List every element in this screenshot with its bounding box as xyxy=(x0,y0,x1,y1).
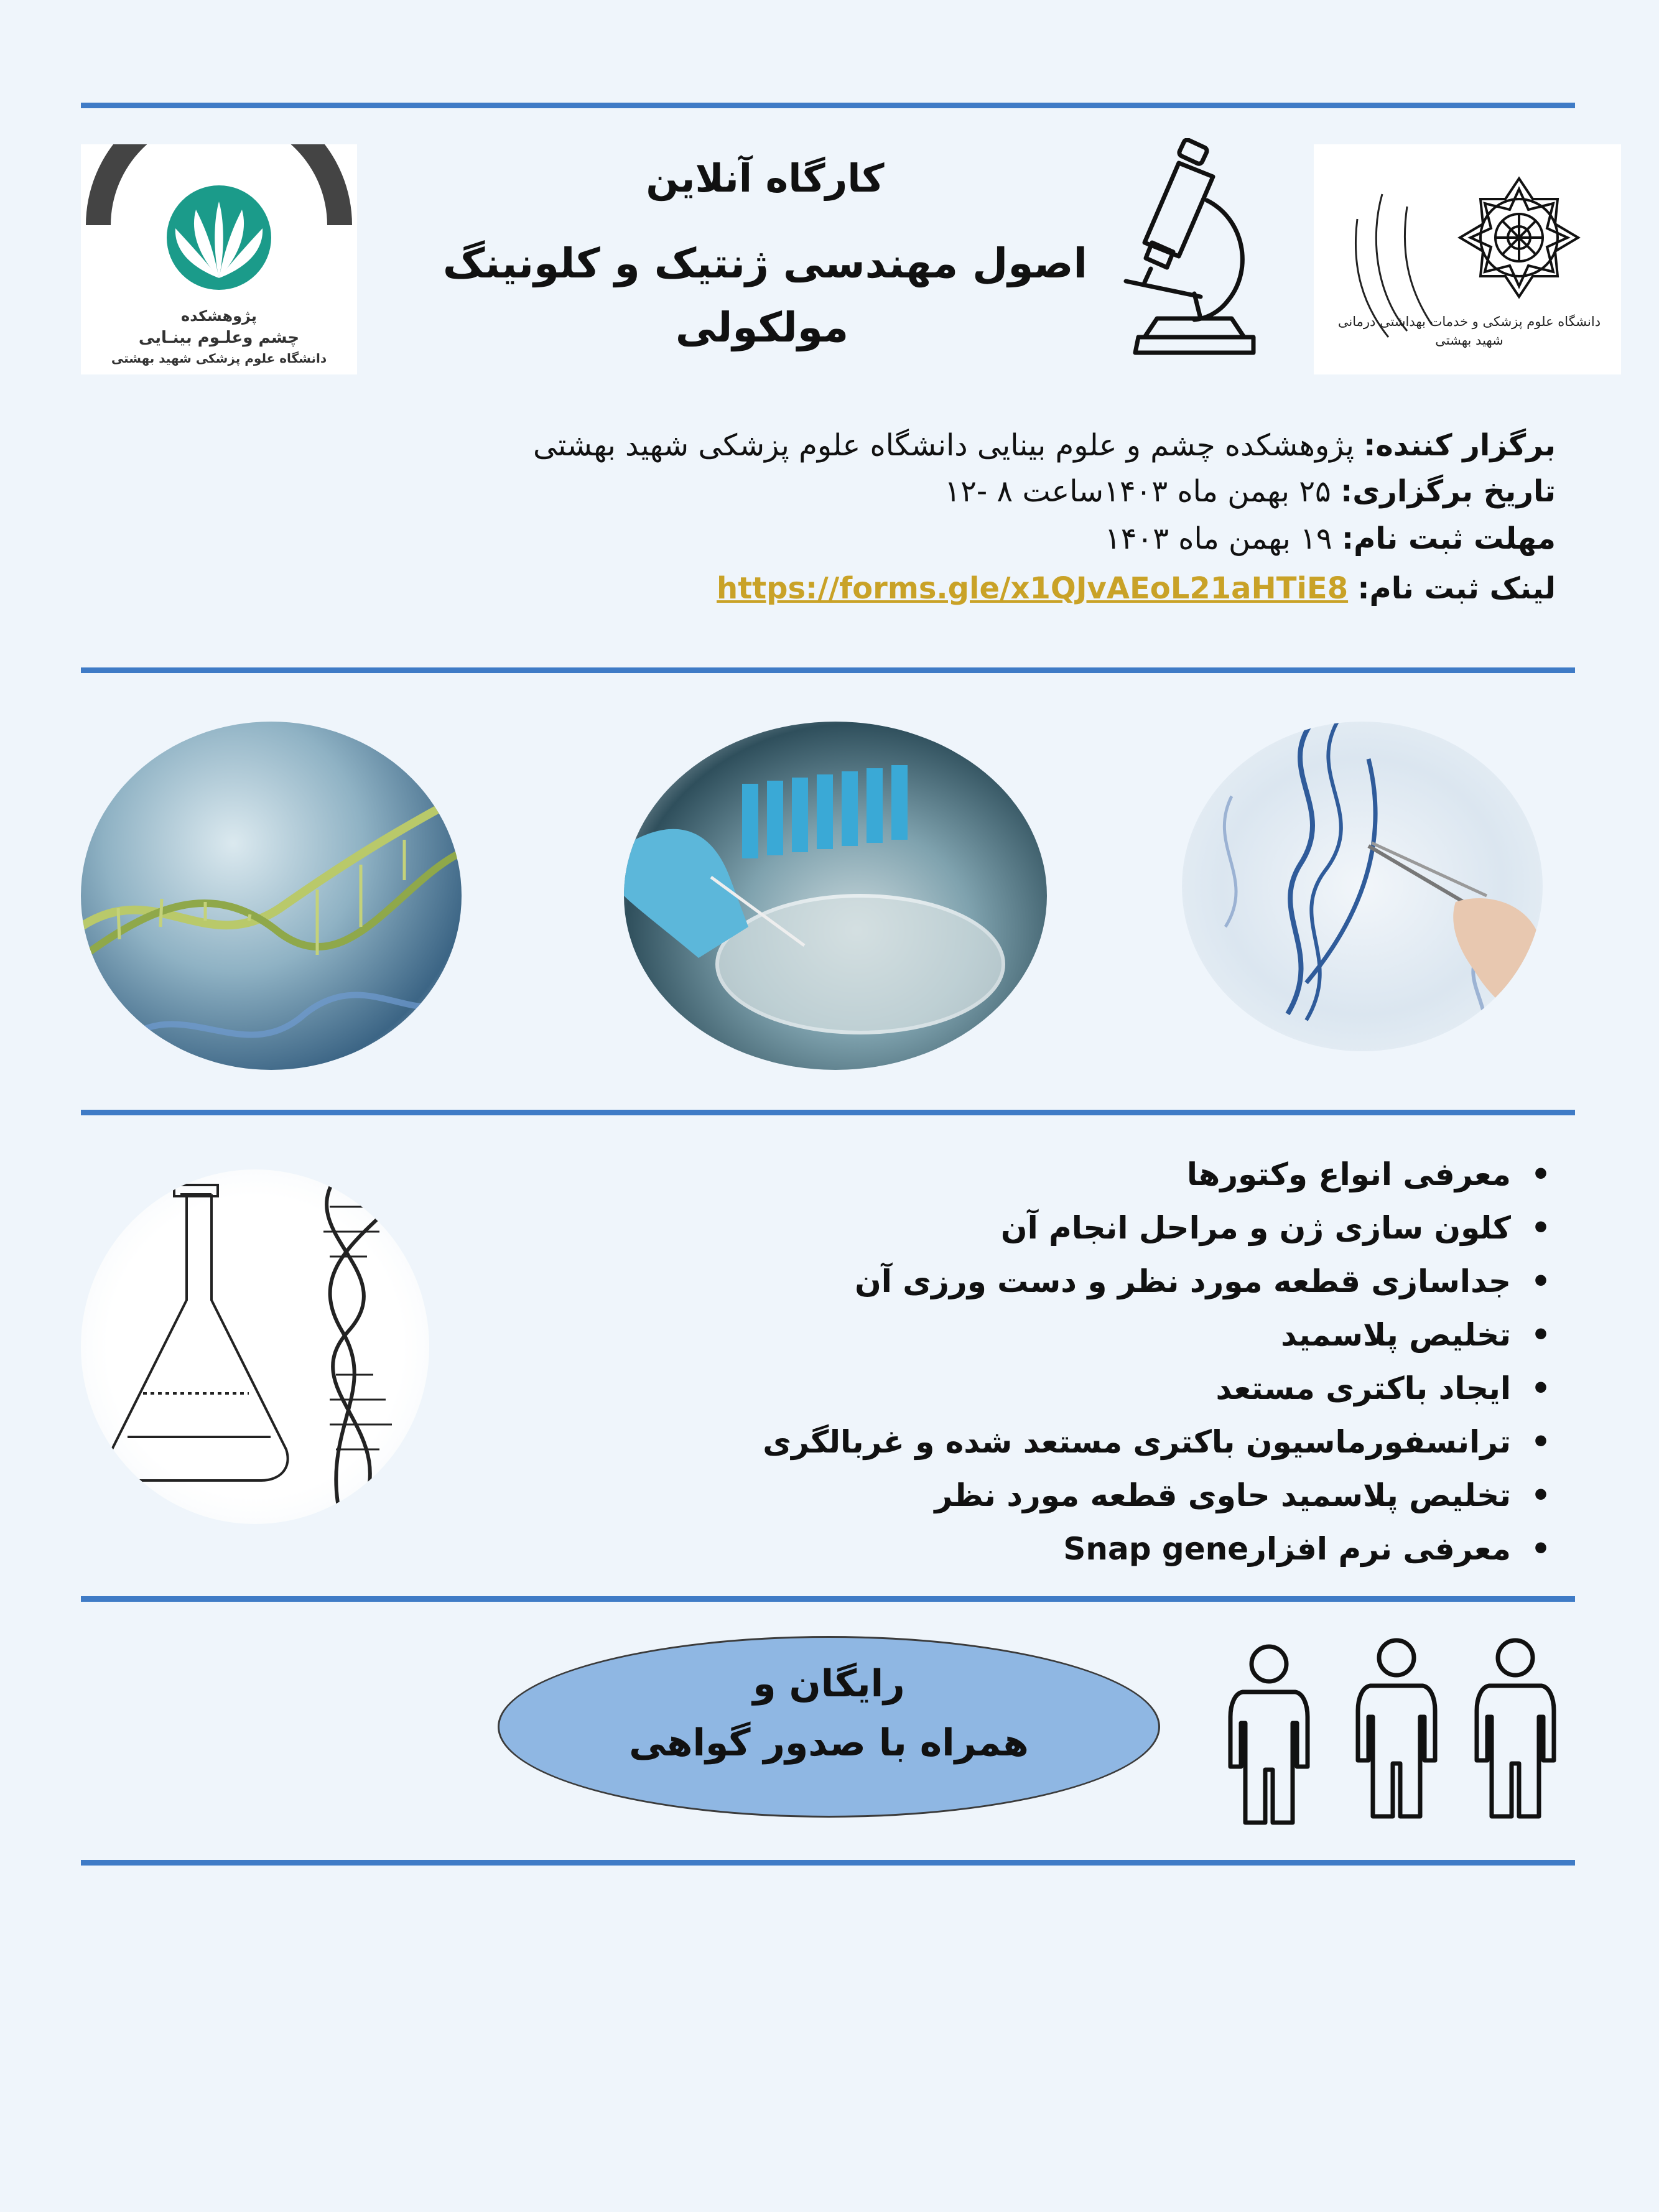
workshop-type: کارگاه آنلاین xyxy=(646,156,885,201)
flask-dna-illustration xyxy=(81,1169,429,1524)
deadline-row xyxy=(1105,514,1556,564)
deadline-label: مهلت ثبت نام: xyxy=(1341,521,1556,556)
people-icon xyxy=(1219,1636,1568,1829)
flask-icon xyxy=(81,1169,429,1524)
organizer-row xyxy=(533,421,1556,470)
workshop-title: اصول مهندسی ژنتیک و کلونینگ xyxy=(442,239,1088,287)
dna-strand-icon xyxy=(81,722,462,1070)
badge-line2: همراه با صدور گواهی xyxy=(629,1721,1029,1765)
sbmu-logo xyxy=(1314,144,1621,374)
topic-item: • تخلیص پلاسمید xyxy=(763,1308,1559,1362)
date-row xyxy=(944,467,1556,516)
dna-helix-photo xyxy=(81,722,462,1070)
deadline-value: ۱۹ بهمن ماه ۱۴۰۳ xyxy=(1104,521,1342,556)
topics-list xyxy=(763,1148,1559,1576)
eye-logo-line1: پژوهشکده xyxy=(181,307,257,325)
topic-item: • کلون سازی ژن و مراحل انجام آن xyxy=(763,1201,1559,1255)
divider-after-topics xyxy=(81,1596,1575,1602)
petri-dish-photo xyxy=(624,722,1047,1070)
topic-item: • معرفی نرم افزارSnap gene xyxy=(763,1522,1559,1576)
badge-line1: رایگان و xyxy=(753,1662,905,1706)
registration-link[interactable]: https://forms.gle/x1QJvAEoL21aHTiE8 xyxy=(717,571,1349,606)
free-certificate-text xyxy=(498,1655,1160,1773)
workshop-title-cont: مولکولی xyxy=(675,304,849,351)
topic-item: • تخلیص پلاسمید حاوی قطعه مورد نظر xyxy=(763,1469,1559,1522)
organizer-value: پژوهشکده چشم و علوم بینایی دانشگاه علوم پزشکی شهید بهشتی xyxy=(533,428,1364,463)
organizer-label: برگزار کننده: xyxy=(1364,428,1556,463)
divider-after-photos xyxy=(81,1110,1575,1115)
link-row xyxy=(717,564,1556,613)
divider-top xyxy=(81,103,1575,108)
topic-item: • ایجاد باکتری مستعد xyxy=(763,1362,1559,1415)
topic-item: • ترانسفورماسیون باکتری مستعد شده و غربالگری xyxy=(763,1415,1559,1469)
divider-bottom xyxy=(81,1860,1575,1866)
microscope-icon xyxy=(1120,138,1269,368)
petri-dish-icon xyxy=(624,722,1047,1070)
topic-item: • معرفی انواع وکتورها xyxy=(763,1148,1559,1201)
date-value: ۲۵ بهمن ماه ۱۴۰۳ساعت ۸ -۱۲ xyxy=(944,474,1341,509)
eye-logo-line3: دانشگاه علوم پزشکی شهید بهشتی xyxy=(111,351,327,366)
eye-research-center-logo xyxy=(81,144,357,374)
link-label: لینک ثبت نام: xyxy=(1357,571,1556,606)
divider-after-info xyxy=(81,667,1575,673)
sbmu-logo-text: دانشگاه علوم پزشکی و خدمات بهداشتی درمانی شهید بهشتی xyxy=(1337,314,1601,348)
gene-editing-photo xyxy=(1182,722,1543,1051)
dna-tweezers-icon xyxy=(1182,722,1543,1051)
date-label: تاریخ برگزاری: xyxy=(1341,474,1556,509)
topic-item: • جداسازی قطعه مورد نظر و دست ورزی آن xyxy=(763,1255,1559,1308)
eye-logo-line2: چشم وعلـوم بینـایی xyxy=(138,328,300,347)
